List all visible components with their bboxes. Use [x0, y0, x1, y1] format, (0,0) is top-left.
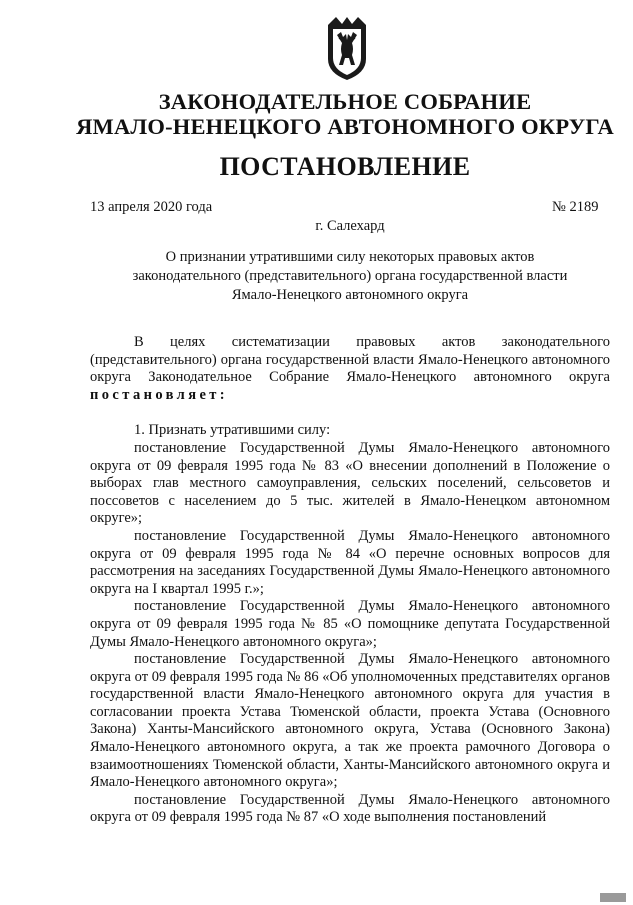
document-type-title: ПОСТАНОВЛЕНИЕ [219, 152, 471, 181]
act-entry: постановление Государственной Думы Ямало-Ненецкого автономного округа от 09 февраля 1995 года № 83 «О внесении дополнений в Положение о выборах глав местного самоуправления, сельских поселений, сельсоветов и поссоветов с населением до 5 тыс. жителей в Ямало-Ненецком автономном округе»; [90, 439, 610, 527]
preamble-resolution-word: постановляет: [90, 386, 229, 403]
organization-name-line-1: ЗАКОНОДАТЕЛЬНОЕ СОБРАНИЕ [158, 89, 532, 114]
document-city: г. Салехард [315, 218, 385, 234]
subject-line: Ямало-Ненецкого автономного округа [231, 287, 469, 303]
preamble-text: В целях систематизации правовых актов законодательного (представительного) органа государственной власти Ямало-Ненецкого автономного округа Законодательное Собрание Ямало-Ненецкого автономного округа [90, 334, 610, 386]
item-heading: 1. Признать утратившими силу: [134, 422, 331, 439]
scan-mark [600, 893, 626, 902]
act-entry: постановление Государственной Думы Ямало-Ненецкого автономного округа от 09 февраля 1995 года № 85 «О помощнике депутата Государственной Думы Ямало-Ненецкого автономного округа»; [90, 598, 610, 650]
coat-of-arms-emblem [322, 15, 372, 81]
document-date: 13 апреля 2020 года [90, 199, 213, 215]
document-subject [95, 248, 605, 305]
preamble-paragraph [90, 334, 610, 404]
act-entry: постановление Государственной Думы Ямало-Ненецкого автономного округа от 09 февраля 1995 года № 84 «О перечне основных вопросов для рассмотрения на заседаниях Государственной Думы Ямало-Ненецкого автономного округа на I квартал 1995 г.»; [90, 527, 610, 597]
subject-line: О признании утратившими силу некоторых правовых актов [165, 249, 535, 265]
organization-name-line-2: ЯМАЛО-НЕНЕЦКОГО АВТОНОМНОГО ОКРУГА [76, 114, 614, 139]
subject-line: законодательного (представительного) органа государственной власти [132, 268, 568, 284]
act-entry: постановление Государственной Думы Ямало-Ненецкого автономного округа от 09 февраля 1995 года № 86 «Об уполномоченных представителях органов государственной власти Ямало-Ненецкого автономного округа для участия в согласовании проекта Устава Тюменской области, проекта Устава (Основного Закона) Ханты-Мансийского автономного округа, Устава (Основного Закона) Ямало-Ненецкого автономного округа, а так же проекта рамочного Договора о взаимоотношениях Тюменской области, Ханты-Мансийского автономного округа и Ямало-Ненецкого автономного округа»; [90, 651, 610, 791]
document-number: № 2189 [552, 199, 599, 215]
act-entry: постановление Государственной Думы Ямало-Ненецкого автономного округа от 09 февраля 1995 года № 87 «О ходе выполнения постановлений [90, 791, 610, 826]
document-body [90, 334, 610, 827]
